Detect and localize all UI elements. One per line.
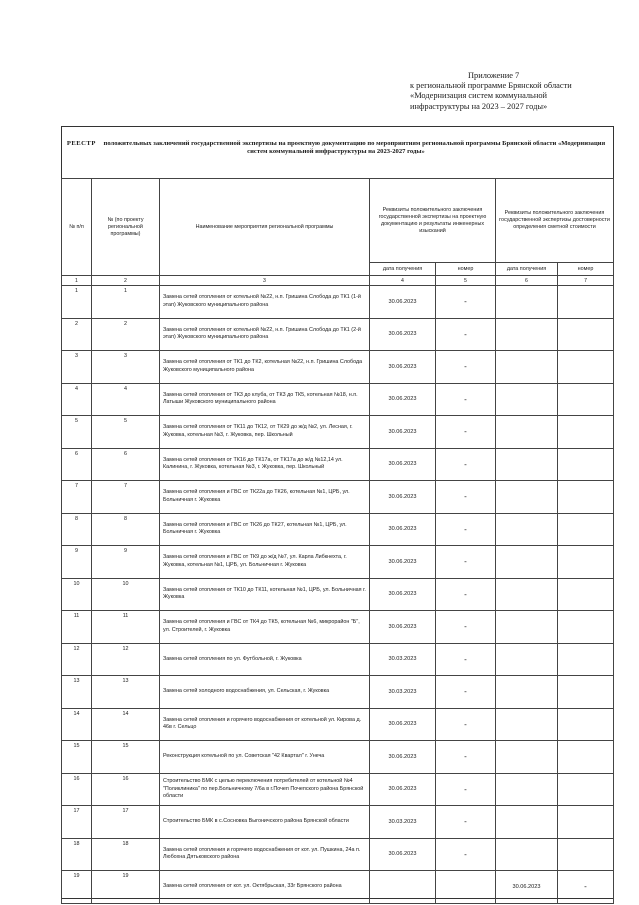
cell-design-number: -: [436, 741, 496, 774]
cell-estimate-number: [558, 448, 614, 481]
header-number-2: номер: [558, 263, 614, 276]
table-row: [62, 871, 614, 904]
cell-program-number: 10: [92, 578, 160, 611]
cell-design-date: 30.06.2023: [370, 481, 436, 514]
cell-index: 10: [62, 578, 92, 611]
cell-design-date: 30.03.2023: [370, 643, 436, 676]
cell-design-number: -: [436, 481, 496, 514]
column-number: 4: [370, 276, 436, 286]
table-row: [62, 578, 614, 611]
cell-estimate-number: [558, 806, 614, 839]
cell-estimate-number: [558, 643, 614, 676]
cell-design-number: -: [436, 676, 496, 709]
cell-design-number: -: [436, 708, 496, 741]
cell-estimate-number: [558, 513, 614, 546]
cell-estimate-number: [558, 546, 614, 579]
cell-design-date: 30.06.2023: [370, 578, 436, 611]
cell-design-date: 30.06.2023: [370, 351, 436, 384]
cell-program-number: 4: [92, 383, 160, 416]
cell-program-number: 17: [92, 806, 160, 839]
cell-index: 14: [62, 708, 92, 741]
header-group-design-expertise: Реквизиты положительного заключения государственной экспертизы на проектную документацию и результаты инженерных изысканий: [370, 179, 496, 263]
cell-estimate-date: [496, 383, 558, 416]
cell-design-number: -: [436, 838, 496, 871]
cell-estimate-date: 30.06.2023: [496, 871, 558, 904]
cell-event-name: Замена сетей отопления от ТК3 до клуба, от ТК3 до ТК5, котельная №18, н.п. Латыши Жуковского муниципального района: [160, 383, 370, 416]
cell-design-number: -: [436, 806, 496, 839]
cell-design-number: -: [436, 578, 496, 611]
cell-event-name: Замена сетей отопления и ГВС от ТК22а до ТК26, котельная №1, ЦРБ, ул. Больничная г. Жуковка: [160, 481, 370, 514]
cell-design-date: 30.06.2023: [370, 546, 436, 579]
cell-estimate-number: [558, 741, 614, 774]
cell-index: 2: [62, 318, 92, 351]
header-col-index: № п/п: [62, 179, 92, 276]
table-row: [62, 286, 614, 319]
cell-estimate-date: [496, 806, 558, 839]
cell-event-name: Замена сетей отопления от ТК16 до ТК17а, от ТК17а до ж/д №12,14 ул. Калинина, г. Жуковка, котельная №3, г. Жуковка, пер. Школьный: [160, 448, 370, 481]
header-col-event-name: Наименование мероприятия региональной программы: [160, 179, 370, 276]
cell-estimate-date: [496, 318, 558, 351]
cell-design-number: -: [436, 318, 496, 351]
cell-design-number: -: [436, 546, 496, 579]
cell-estimate-date: [496, 416, 558, 449]
cell-index: 1: [62, 286, 92, 319]
cell-program-number: 15: [92, 741, 160, 774]
cell-program-number: 2: [92, 318, 160, 351]
cell-estimate-date: [496, 643, 558, 676]
registry-title: [62, 140, 610, 157]
cell-design-number: -: [436, 351, 496, 384]
cell-program-number: 12: [92, 643, 160, 676]
cell-estimate-date: [496, 546, 558, 579]
table-row: [62, 383, 614, 416]
table-row: [62, 643, 614, 676]
cell-program-number: 3: [92, 351, 160, 384]
cell-estimate-number: [558, 318, 614, 351]
cell-design-number: -: [436, 383, 496, 416]
header-number-1: номер: [436, 263, 496, 276]
cell-estimate-date: [496, 578, 558, 611]
cell-event-name: Замена сетей отопления от ТК11 до ТК12, от ТК29 до ж/д №2, ул. Лесная, г. Жуковка, котельная №3, г. Жуковка, пер. Школьный: [160, 416, 370, 449]
cell-event-name: Замена сетей отопления от кот. ул. Октябрьская, 33г Брянского района: [160, 871, 370, 904]
cell-index: 13: [62, 676, 92, 709]
cell-estimate-number: [558, 838, 614, 871]
cell-program-number: 11: [92, 611, 160, 644]
cell-design-number: -: [436, 416, 496, 449]
cell-design-date: 30.06.2023: [370, 708, 436, 741]
cell-estimate-number: [558, 481, 614, 514]
cell-program-number: 19: [92, 871, 160, 904]
table-row: [62, 351, 614, 384]
cell-design-number: -: [436, 773, 496, 806]
cell-index: 7: [62, 481, 92, 514]
annex-line-2: к региональной программе Брянской области: [410, 81, 572, 91]
cell-event-name: Замена сетей отопления и горячего водоснабжения от котельной ул. Кирова д. 46в г. Сельцо: [160, 708, 370, 741]
header-date-2: дата получения: [496, 263, 558, 276]
cell-estimate-date: [496, 708, 558, 741]
registry-table: [61, 178, 614, 904]
cell-estimate-number: [558, 676, 614, 709]
column-numbers-row: [62, 276, 614, 286]
cell-estimate-date: [496, 286, 558, 319]
cell-program-number: 5: [92, 416, 160, 449]
cell-design-number: -: [436, 448, 496, 481]
cell-program-number: 16: [92, 773, 160, 806]
cell-estimate-date: [496, 481, 558, 514]
cell-event-name: Замена сетей отопления и горячего водоснабжения от кот. ул. Пушкина, 24а п. Любохна Дятьковского района: [160, 838, 370, 871]
cell-event-name: Замена сетей холодного водоснабжения, ул. Сельская, г. Жуковка: [160, 676, 370, 709]
cell-program-number: 14: [92, 708, 160, 741]
cell-event-name: Замена сетей отопления и ГВС от ТК9 до ж/д №7, ул. Карла Либкнехта, г. Жуковка, котельная №1, ЦРБ, ул. Больничная г. Жуковка: [160, 546, 370, 579]
cell-program-number: 7: [92, 481, 160, 514]
cell-design-date: 30.06.2023: [370, 286, 436, 319]
header-row: [62, 179, 614, 263]
table-row: [62, 318, 614, 351]
cell-event-name: Замена сетей отопления и ГВС от ТК26 до ТК27, котельная №1, ЦРБ, ул. Больничная г. Жуковка: [160, 513, 370, 546]
cell-design-date: 30.06.2023: [370, 773, 436, 806]
column-number: 3: [160, 276, 370, 286]
cell-event-name: Реконструкция котельной по ул. Советская "42 Квартал" г. Унеча: [160, 741, 370, 774]
cell-index: 3: [62, 351, 92, 384]
cell-program-number: 13: [92, 676, 160, 709]
cell-design-date: 30.06.2023: [370, 741, 436, 774]
cell-estimate-number: [558, 611, 614, 644]
table-row: [62, 838, 614, 871]
table-row: [62, 773, 614, 806]
cell-estimate-date: [496, 773, 558, 806]
cell-program-number: 1: [92, 286, 160, 319]
cell-estimate-number: -: [558, 871, 614, 904]
cell-design-date: 30.06.2023: [370, 448, 436, 481]
registry-label: РЕЕСТР: [66, 140, 96, 147]
cell-estimate-number: [558, 383, 614, 416]
cell-program-number: 18: [92, 838, 160, 871]
cell-estimate-number: [558, 578, 614, 611]
column-number: 1: [62, 276, 92, 286]
column-number: 2: [92, 276, 160, 286]
cell-index: 8: [62, 513, 92, 546]
cell-estimate-date: [496, 513, 558, 546]
cell-event-name: Строительство БМК в с.Сосновка Выгоничского района Брянской области: [160, 806, 370, 839]
cell-estimate-number: [558, 416, 614, 449]
cell-design-number: -: [436, 286, 496, 319]
table-row: [62, 708, 614, 741]
cell-index: 4: [62, 383, 92, 416]
cell-design-date: 30.06.2023: [370, 416, 436, 449]
cell-program-number: 6: [92, 448, 160, 481]
annex-line-1: Приложение 7: [468, 71, 520, 80]
cell-event-name: Замена сетей отопления от ТК1 до ТК2, котельная №22, н.п. Гришина Слобода Жуковского муниципального района: [160, 351, 370, 384]
cell-event-name: Замена сетей отопления от котельной №22, н.п. Гришина Слобода до ТК1 (1-й этап) Жуковского муниципального района: [160, 286, 370, 319]
table-row: [62, 416, 614, 449]
cell-event-name: Замена сетей отопления от ТК10 до ТК11, котельная №1, ЦРБ, ул. Больничная г. Жуковка: [160, 578, 370, 611]
cell-estimate-number: [558, 286, 614, 319]
annex-line-3: «Модернизация систем коммунальной: [410, 91, 548, 101]
cell-index: 18: [62, 838, 92, 871]
column-number: 5: [436, 276, 496, 286]
cell-estimate-date: [496, 351, 558, 384]
cell-event-name: Замена сетей отопления и ГВС от ТК4 до ТК5, котельная №6, микрорайон "Б", ул. Строителей, г. Жуковка: [160, 611, 370, 644]
cell-design-date: 30.06.2023: [370, 611, 436, 644]
cell-estimate-date: [496, 741, 558, 774]
cell-index: 16: [62, 773, 92, 806]
cell-design-date: 30.06.2023: [370, 838, 436, 871]
header-group-estimate-expertise: Реквизиты положительного заключения государственной экспертизы достоверности определения сметной стоимости: [496, 179, 614, 263]
cell-design-date: 30.06.2023: [370, 513, 436, 546]
cell-index: 15: [62, 741, 92, 774]
table-row: [62, 546, 614, 579]
table-row: [62, 806, 614, 839]
cell-design-date: 30.03.2023: [370, 676, 436, 709]
cell-index: 11: [62, 611, 92, 644]
table-row: [62, 481, 614, 514]
annex-line-4: инфраструктуры на 2023 – 2027 годы»: [410, 101, 548, 111]
cell-index: 19: [62, 871, 92, 904]
cell-design-date: [370, 871, 436, 904]
cell-index: 9: [62, 546, 92, 579]
cell-event-name: Замена сетей отопления от котельной №22, н.п. Гришина Слобода до ТК1 (2-й этап) Жуковского муниципального района: [160, 318, 370, 351]
table-row: [62, 513, 614, 546]
cell-design-date: 30.06.2023: [370, 318, 436, 351]
cell-index: 12: [62, 643, 92, 676]
cell-design-number: -: [436, 513, 496, 546]
cell-event-name: Замена сетей отопления по ул. Футбольной, г. Жуковка: [160, 643, 370, 676]
cell-program-number: 8: [92, 513, 160, 546]
cell-estimate-date: [496, 676, 558, 709]
cell-estimate-date: [496, 838, 558, 871]
cell-estimate-number: [558, 773, 614, 806]
cell-estimate-number: [558, 708, 614, 741]
cell-design-number: [436, 871, 496, 904]
annex-header: [410, 71, 632, 112]
cell-estimate-number: [558, 351, 614, 384]
header-date-1: дата получения: [370, 263, 436, 276]
column-number: 7: [558, 276, 614, 286]
cell-design-date: 30.06.2023: [370, 383, 436, 416]
cell-design-date: 30.03.2023: [370, 806, 436, 839]
cell-event-name: Строительство БМК с целью переключения потребителей от котельной №4 "Поликлиника" по пер.Больничному 7/6а в г.Почеп Почепского района Брянской области: [160, 773, 370, 806]
header-col-program-number: № (по проекту региональной программы): [92, 179, 160, 276]
cell-index: 5: [62, 416, 92, 449]
cell-estimate-date: [496, 448, 558, 481]
table-row: [62, 676, 614, 709]
table-row: [62, 611, 614, 644]
cell-design-number: -: [436, 611, 496, 644]
cell-index: 17: [62, 806, 92, 839]
table-row: [62, 448, 614, 481]
cell-index: 6: [62, 448, 92, 481]
cell-estimate-date: [496, 611, 558, 644]
cell-program-number: 9: [92, 546, 160, 579]
table-row: [62, 741, 614, 774]
cell-design-number: -: [436, 643, 496, 676]
registry-title-text: положительных заключений государственной экспертизы на проектную документацию по мероприятиям региональной программы Брянской области «Модернизация систем коммунальной инфраструктуры на 2023-2027 годы»: [103, 140, 606, 156]
column-number: 6: [496, 276, 558, 286]
